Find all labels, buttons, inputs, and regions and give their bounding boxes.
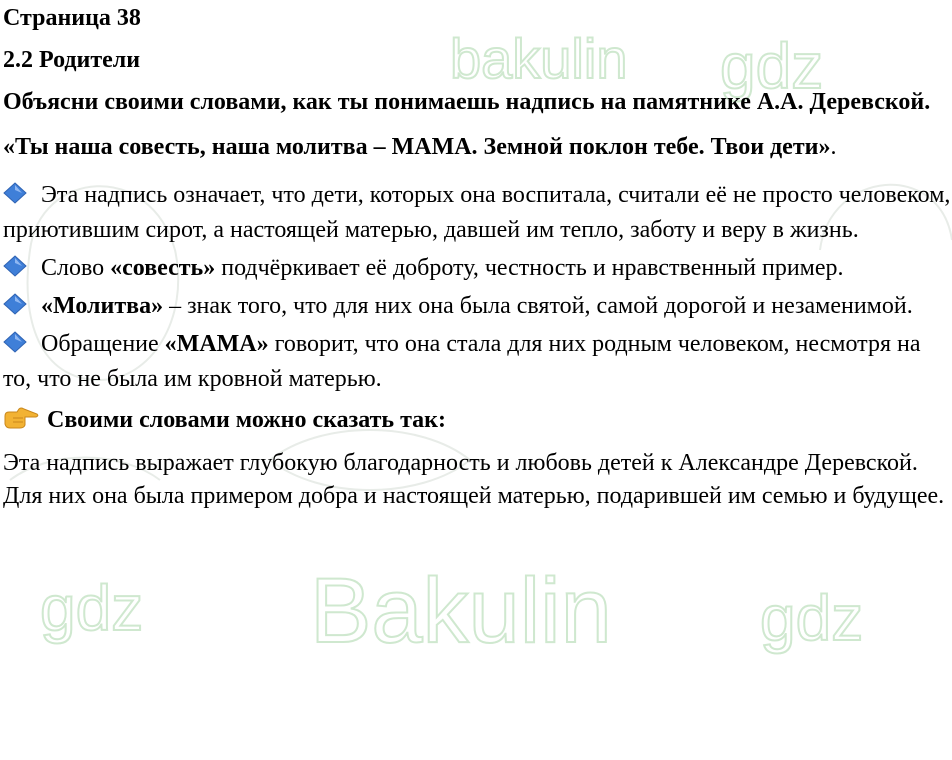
bullet-item-2 [3,251,952,286]
watermark-gdz-top: gdz [720,30,824,102]
blue-diamond-icon [3,293,27,315]
page-title: Страница 38 [3,5,141,31]
bullet-item-1 [3,178,952,248]
summary-heading-row [3,403,952,437]
task-question: Объясни своими словами, как ты понимаешь надпись на памятнике А.А. Деревской. [3,89,931,115]
bullet-item-4 [3,327,952,397]
bullet-4-before: Обращение [41,331,165,357]
watermark-bakulin-center: Bakulin [310,560,612,662]
bullet-2-text: подчёркивает её доброту, честность и нравственный пример. [215,255,844,281]
blue-diamond-icon [3,331,27,353]
blue-diamond-icon [3,182,27,204]
watermark-bakulin-top: bakulin [450,27,628,90]
monument-quote-text: «Ты наша совесть, наша молитва – МАМА. Земной поклон тебе. Твои дети» [3,134,831,160]
bullet-2-bold: «совесть» [110,255,216,281]
watermark-gdz-right: gdz [760,582,864,654]
monument-quote-end: . [830,134,837,160]
bullet-3-text: – знак того, что для них она была святой, самой дорогой и незаменимой. [163,293,913,319]
bullet-1-text: Эта надпись означает, что дети, которых она воспитала, считали её не просто человеком, приютившим сирот, а настоящей матерью, давшей им тепло, заботу и веру в жизнь. [3,182,951,243]
section-title: 2.2 Родители [3,47,141,73]
blue-diamond-icon [3,255,27,277]
bullet-item-3 [3,289,952,324]
bullet-2-before: Слово [41,255,111,281]
summary-text: Эта надпись выражает глубокую благодарность и любовь детей к Александре Деревской. Для них она была примером добра и настоящей матерью, подарившей им семью и будущее. [3,450,945,509]
watermark-gdz-left: gdz [40,572,144,644]
summary-heading: Своими словами можно сказать так: [47,407,446,433]
bullet-4-bold: «МАМА» [164,331,269,357]
pointing-hand-icon [3,406,39,430]
monument-quote [3,131,952,164]
bullet-3-bold: «Молитва» [41,293,164,319]
bullet-4-text: говорит, что она стала для них родным человеком, несмотря на то, что не была им кровной матерью. [3,331,921,392]
